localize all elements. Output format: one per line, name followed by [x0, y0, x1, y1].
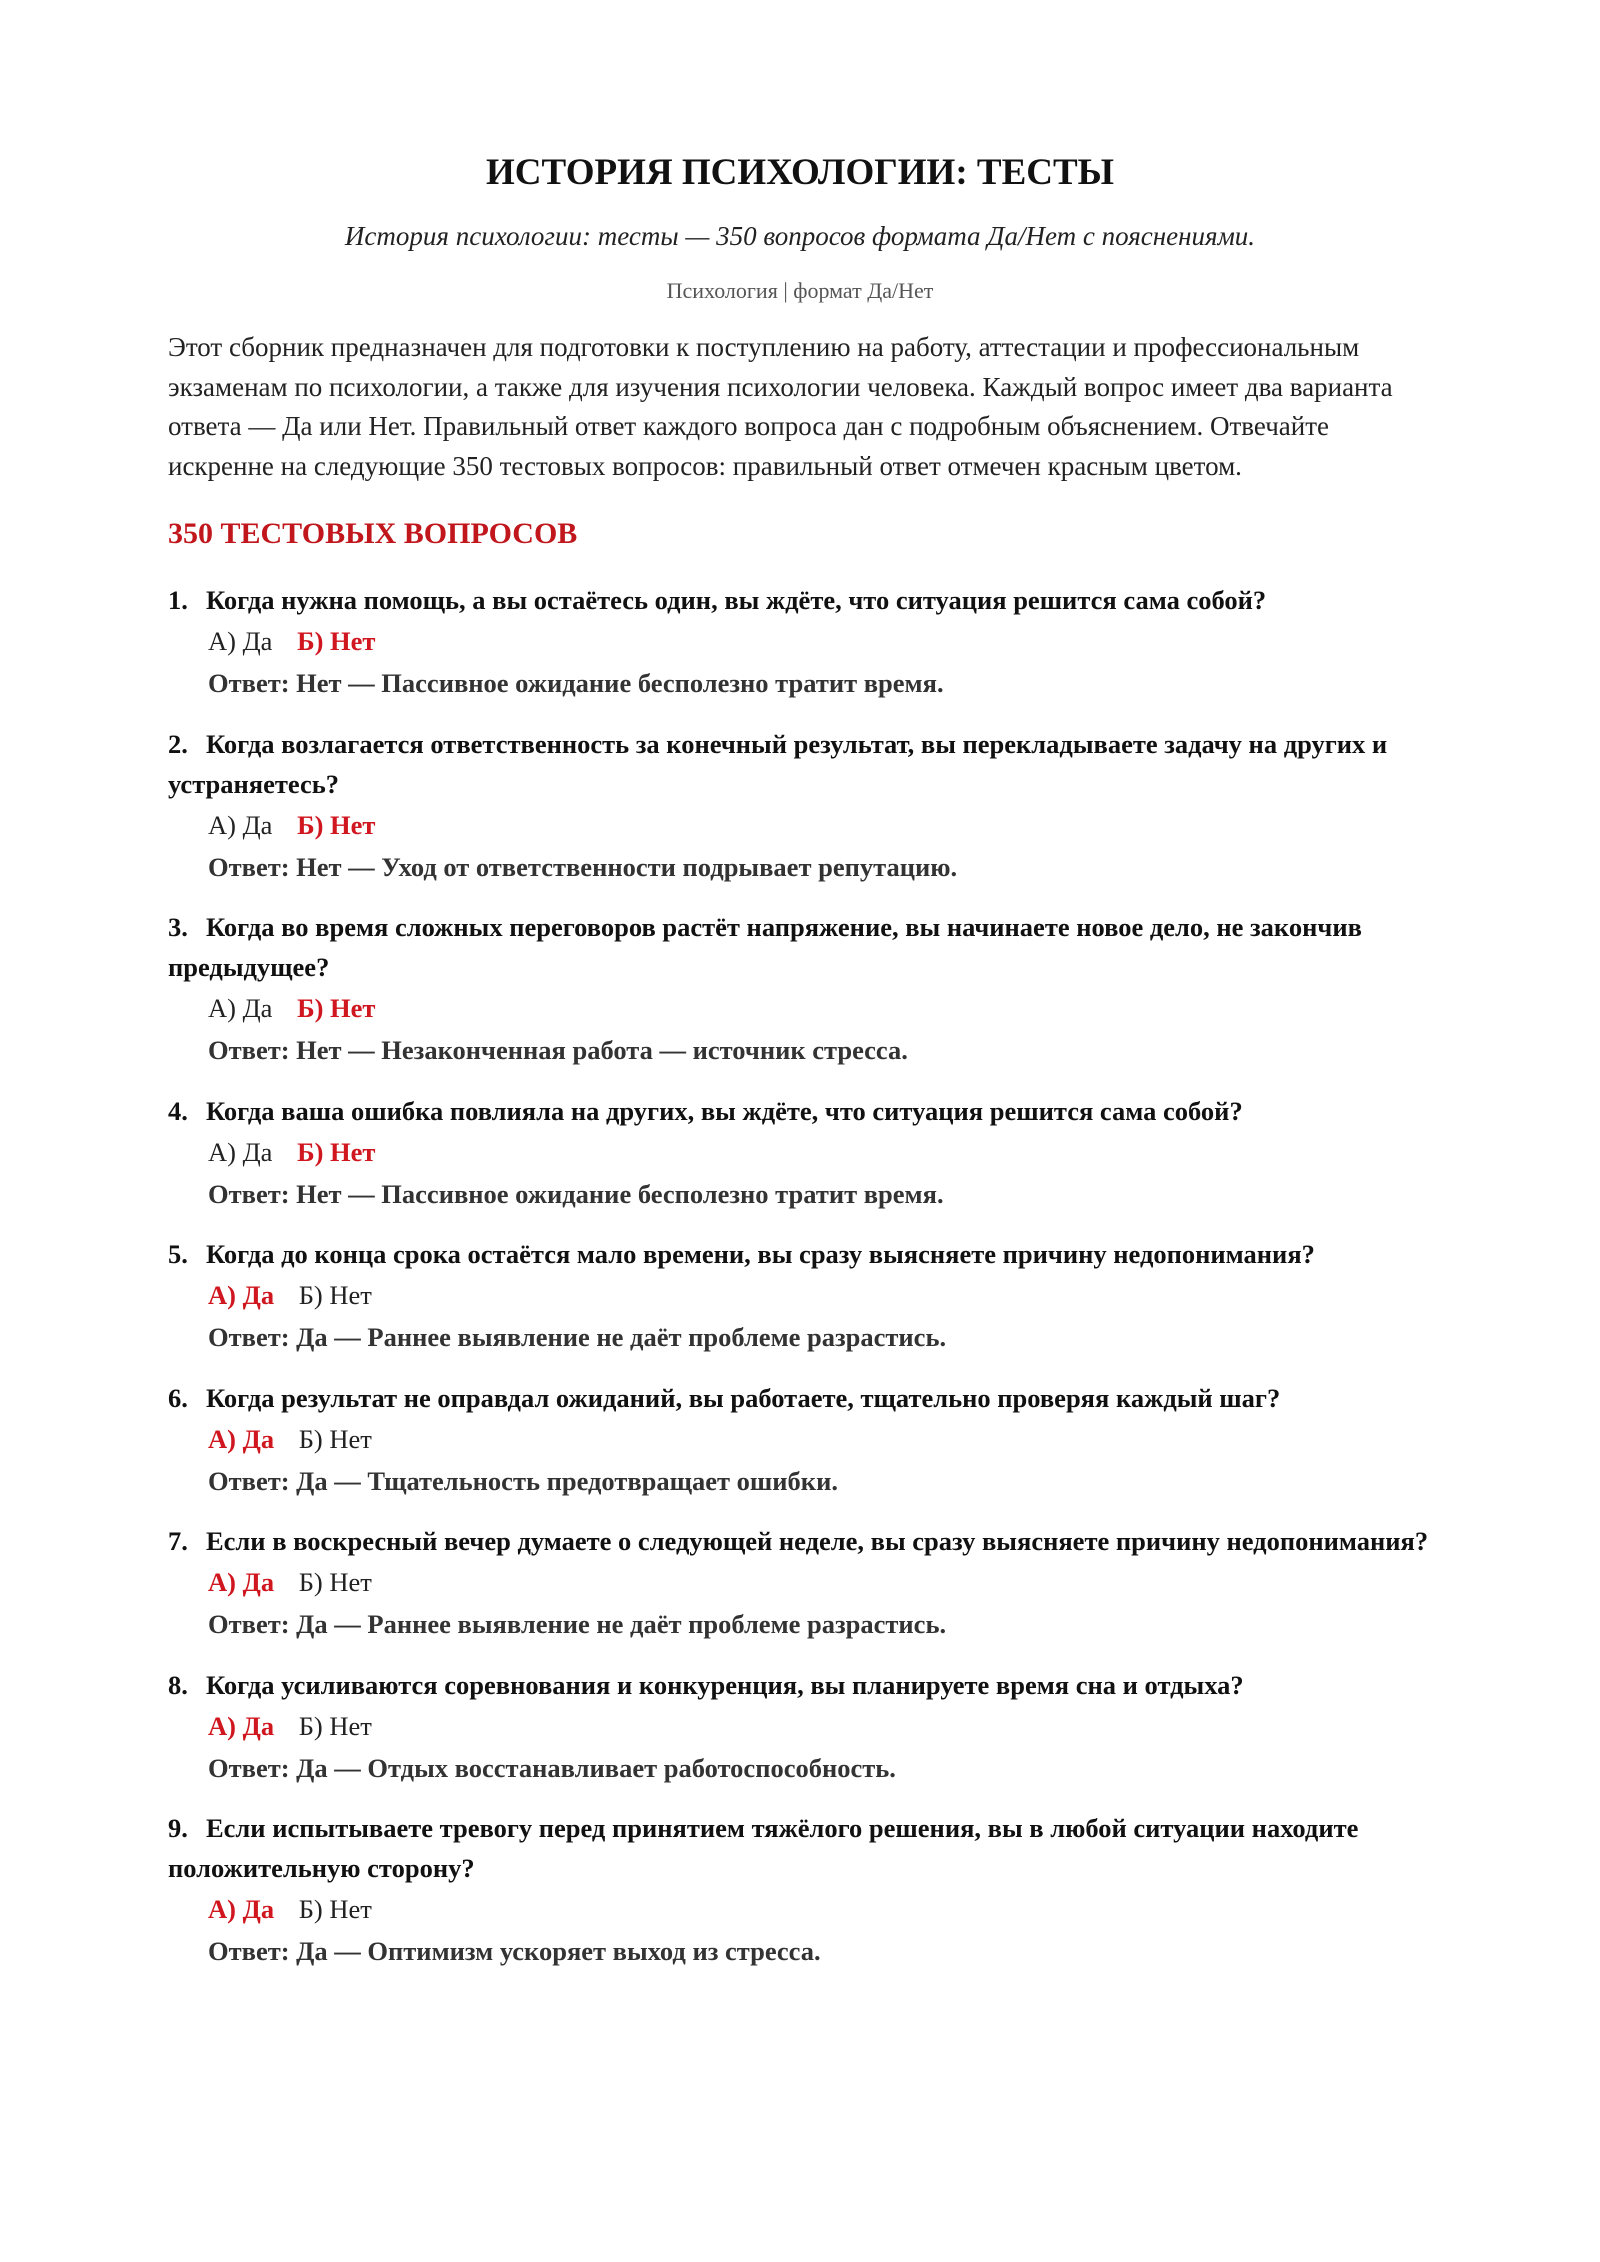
option-b: Б) Нет [297, 993, 376, 1023]
option-a: А) Да [208, 1567, 275, 1597]
question-item [168, 1091, 1432, 1215]
answer-options [168, 1131, 1432, 1173]
question-list [168, 580, 1432, 1972]
document-title: ИСТОРИЯ ПСИХОЛОГИИ: ТЕСТЫ [486, 152, 1114, 193]
question-number: 3. [168, 912, 188, 942]
question-body: Когда возлагается ответственность за конечный результат, вы перекладываете задачу на других и устраняетесь? [168, 728, 1388, 799]
answer-options [168, 1561, 1432, 1603]
answer-options [168, 1888, 1432, 1930]
question-text [168, 907, 1432, 987]
option-a: А) Да [208, 1136, 273, 1167]
question-item [168, 724, 1432, 888]
question-body: Когда до конца срока остаётся мало времени, вы сразу выясняете причину недопонимания? [206, 1239, 1315, 1269]
question-item [168, 1521, 1432, 1645]
question-text [168, 1808, 1432, 1888]
option-a: А) Да [208, 809, 273, 840]
question-item [168, 580, 1432, 704]
question-text [168, 724, 1432, 804]
option-b: Б) Нет [297, 626, 376, 656]
answer-explanation: Ответ: Нет — Пассивное ожидание бесполезно тратит время. [208, 668, 944, 698]
document-subtitle: История психологии: тесты — 350 вопросов формата Да/Нет с пояснениями. [344, 221, 1256, 251]
question-number: 2. [168, 728, 188, 759]
document-meta: Психология | формат Да/Нет [666, 278, 934, 303]
option-b: Б) Нет [297, 809, 376, 840]
question-item [168, 1234, 1432, 1358]
question-item [168, 1665, 1432, 1789]
question-number: 8. [168, 1669, 188, 1700]
answer-options [168, 987, 1432, 1029]
question-body: Когда нужна помощь, а вы остаётесь один, вы ждёте, что ситуация решится сама собой? [206, 585, 1267, 615]
answer-options [168, 1705, 1432, 1747]
question-number: 7. [168, 1526, 188, 1556]
answer-explanation: Ответ: Да — Раннее выявление не даёт проблеме разрастись. [208, 1609, 947, 1639]
answer-explanation: Ответ: Нет — Незаконченная работа — источник стресса. [208, 1035, 908, 1065]
answer-explanation: Ответ: Да — Отдых восстанавливает работоспособность. [208, 1752, 896, 1783]
answer-explanation: Ответ: Да — Тщательность предотвращает ошибки. [208, 1465, 838, 1496]
section-title: 350 ТЕСТОВЫХ ВОПРОСОВ [168, 517, 578, 550]
question-number: 1. [168, 585, 188, 615]
question-body: Если испытываете тревогу перед принятием тяжёлого решения, вы в любой ситуации находите положительную сторону? [168, 1813, 1359, 1883]
question-body: Когда результат не оправдал ожиданий, вы работаете, тщательно проверяя каждый шаг? [206, 1382, 1281, 1413]
option-b: Б) Нет [298, 1423, 372, 1454]
question-text [168, 1378, 1432, 1418]
option-a: А) Да [208, 1710, 275, 1741]
question-body: Если в воскресный вечер думаете о следующей неделе, вы сразу выясняете причину недопонимания? [206, 1526, 1429, 1556]
question-body: Когда ваша ошибка повлияла на других, вы ждёте, что ситуация решится сама собой? [206, 1095, 1243, 1126]
option-a: А) Да [208, 626, 273, 656]
option-a: А) Да [208, 1423, 275, 1454]
option-b: Б) Нет [298, 1710, 372, 1741]
question-item [168, 907, 1432, 1071]
answer-options [168, 1418, 1432, 1460]
question-item [168, 1378, 1432, 1502]
intro-paragraph: Этот сборник предназначен для подготовки к поступлению на работу, аттестации и профессиональным экзаменам по психологии, а также для изучения психологии человека. Каждый вопрос имеет два варианта ответа — Да или Нет. Правильный ответ каждого вопроса дан с подробным объяснением. Отвечайте искренне на следующие 350 тестовых вопросов: правильный ответ отмечен красным цветом. [168, 332, 1393, 481]
question-number: 4. [168, 1095, 188, 1126]
option-a: А) Да [208, 993, 273, 1023]
question-number: 5. [168, 1239, 188, 1269]
answer-options [168, 620, 1432, 662]
question-number: 9. [168, 1813, 188, 1843]
option-a: А) Да [208, 1280, 275, 1310]
question-text [168, 580, 1432, 620]
question-body: Когда усиливаются соревнования и конкуренция, вы планируете время сна и отдыха? [206, 1669, 1244, 1700]
question-text [168, 1665, 1432, 1705]
question-text [168, 1521, 1432, 1561]
question-text [168, 1091, 1432, 1131]
question-number: 6. [168, 1382, 188, 1413]
question-item [168, 1808, 1432, 1972]
answer-options [168, 1274, 1432, 1316]
question-body: Когда во время сложных переговоров растёт напряжение, вы начинаете новое дело, не закончив предыдущее? [168, 912, 1362, 982]
answer-options [168, 804, 1432, 846]
option-b: Б) Нет [297, 1136, 376, 1167]
question-text [168, 1234, 1432, 1274]
option-b: Б) Нет [298, 1280, 372, 1310]
option-b: Б) Нет [298, 1567, 372, 1597]
answer-explanation: Ответ: Да — Раннее выявление не даёт проблеме разрастись. [208, 1322, 947, 1352]
option-a: А) Да [208, 1894, 275, 1924]
option-b: Б) Нет [298, 1894, 372, 1924]
answer-explanation: Ответ: Нет — Пассивное ожидание бесполезно тратит время. [208, 1178, 944, 1209]
answer-explanation: Ответ: Нет — Уход от ответственности подрывает репутацию. [208, 851, 958, 882]
answer-explanation: Ответ: Да — Оптимизм ускоряет выход из стресса. [208, 1936, 821, 1966]
